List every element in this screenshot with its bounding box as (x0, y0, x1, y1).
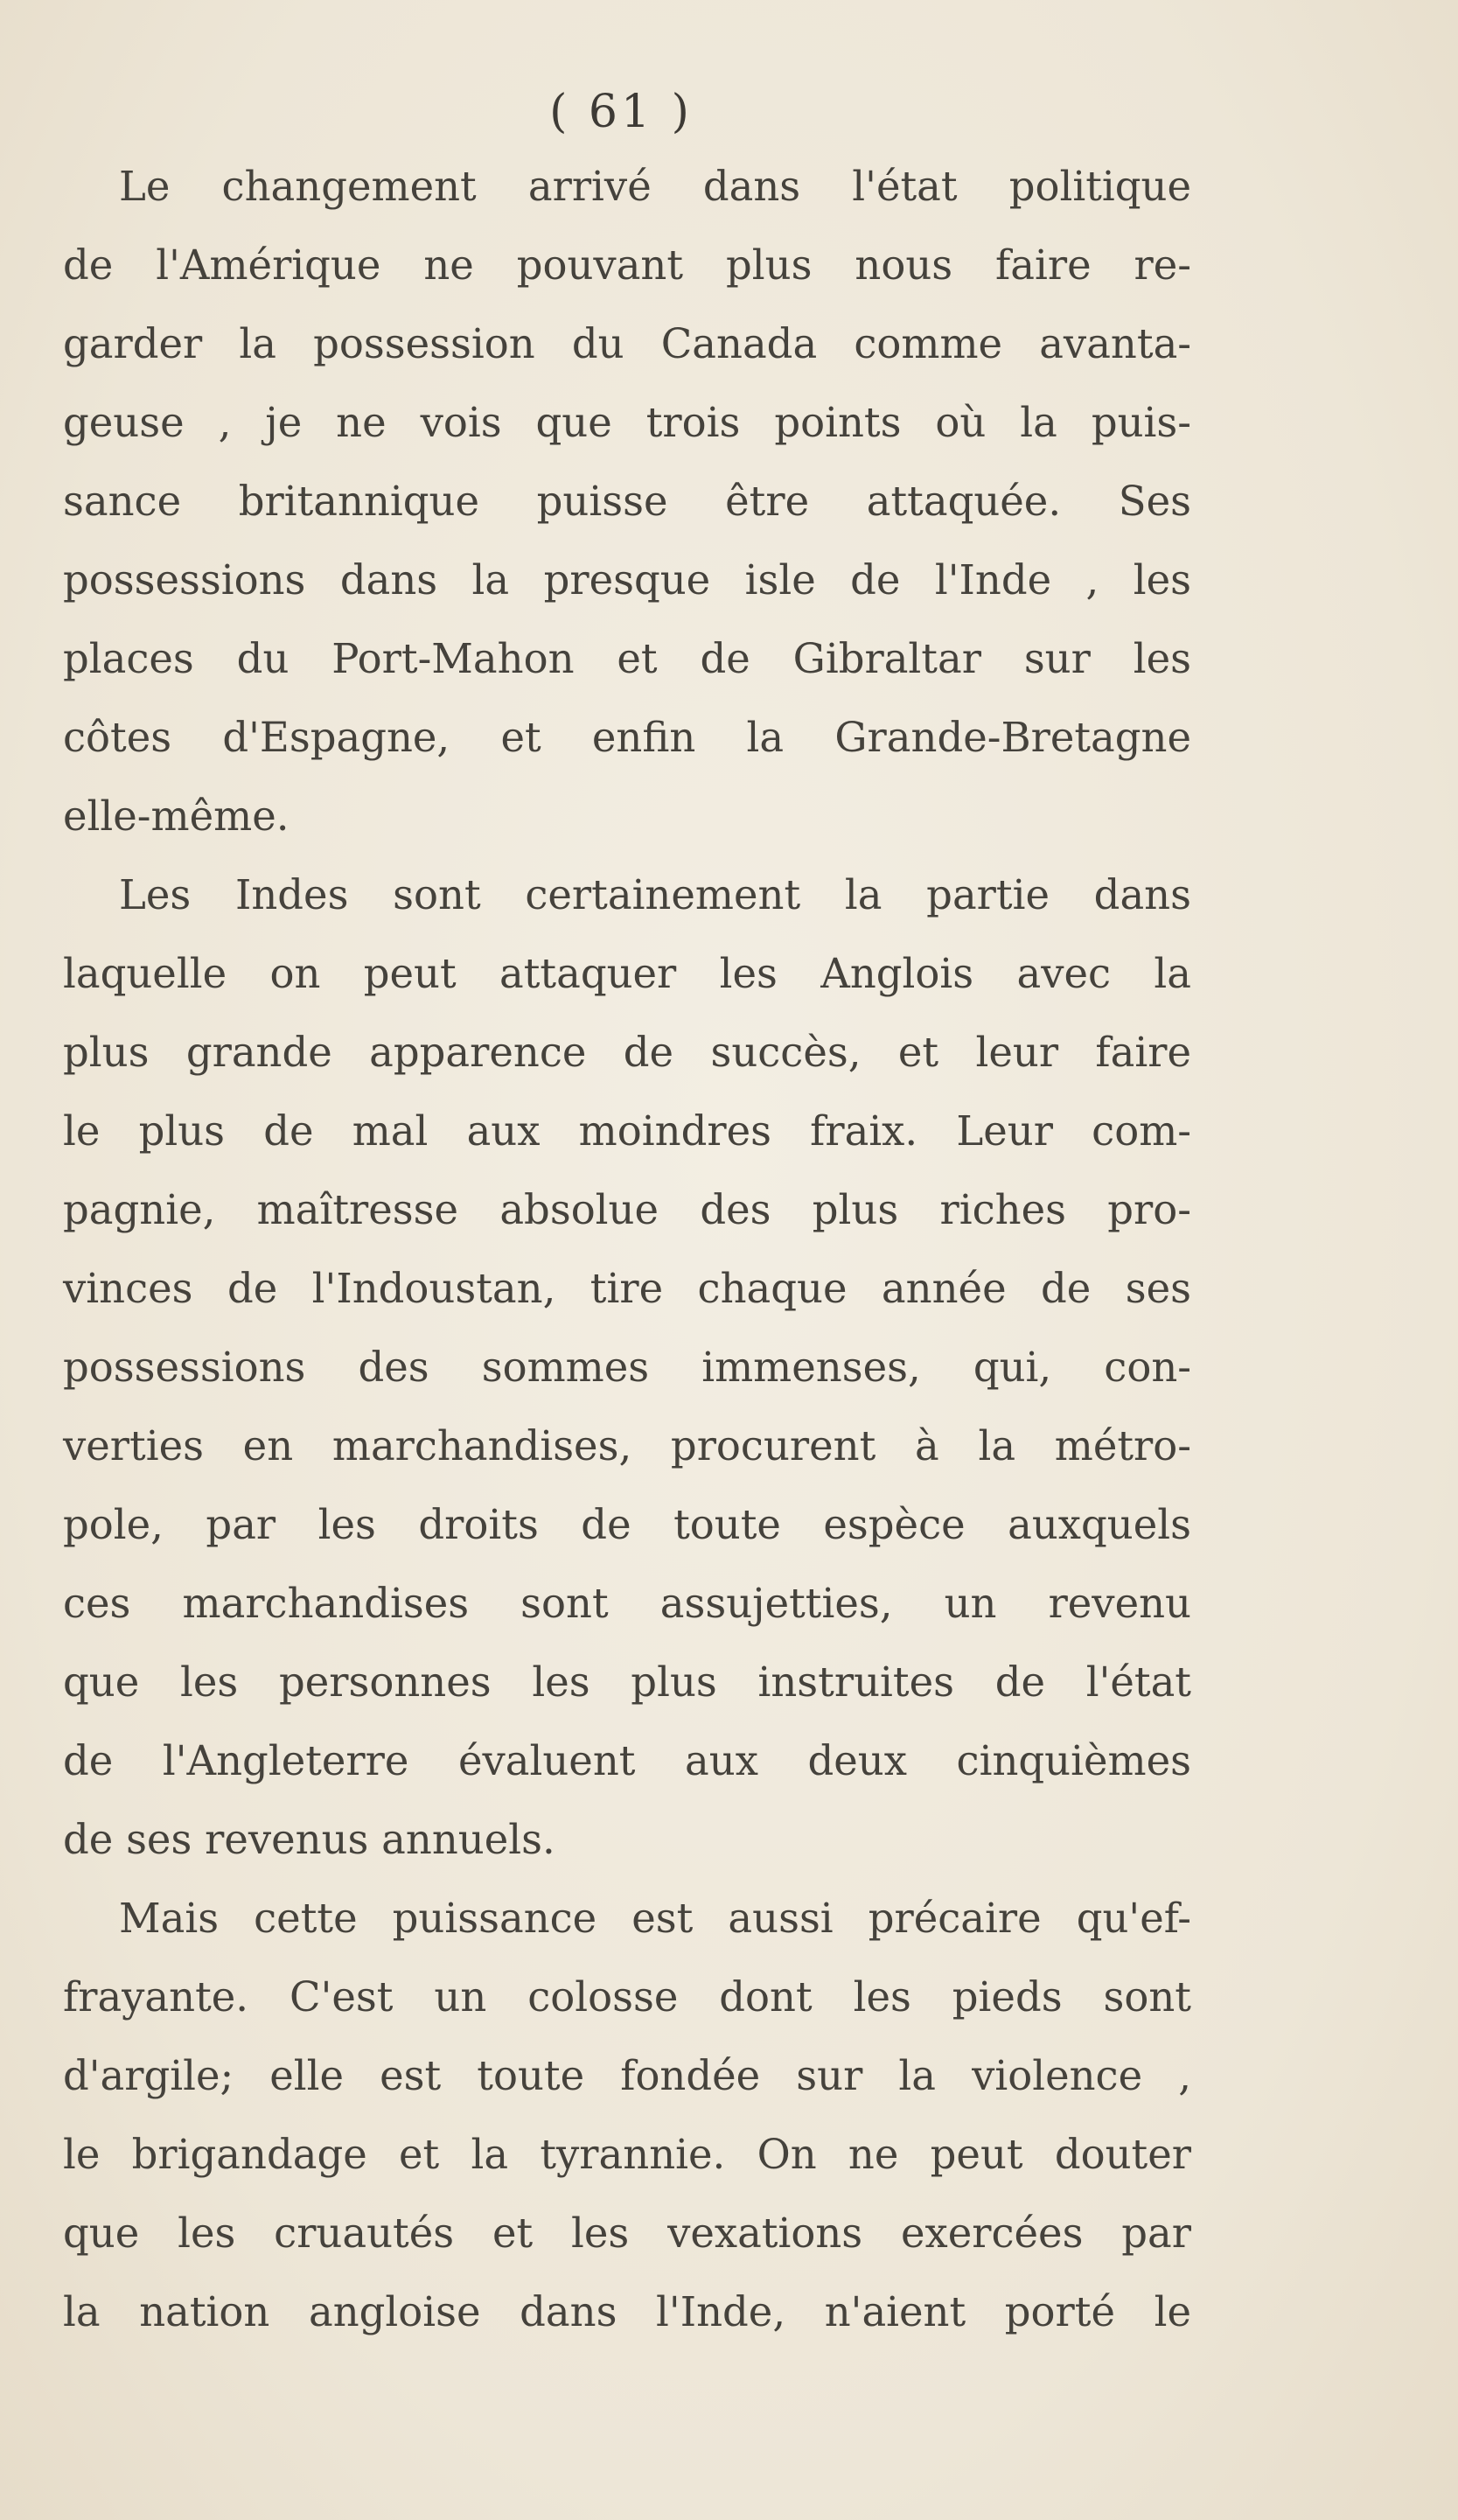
text-line: sance britannique puisse être attaquée. Ses (63, 478, 1191, 525)
text-line: laquelle on peut attaquer les Anglois avec la (63, 950, 1191, 997)
text-line: vinces de l'Indoustan, tire chaque année de ses (63, 1265, 1191, 1312)
text-line: de l'Amérique ne pouvant plus nous faire re- (63, 241, 1191, 289)
text-line: côtes d'Espagne, et enfin la Grande-Bretagne (63, 714, 1191, 761)
text-line: d'argile; elle est toute fondée sur la violence , (63, 2052, 1191, 2099)
text-line: possessions dans la presque isle de l'Inde , les (63, 556, 1191, 604)
text-line: que les cruautés et les vexations exercées par (63, 2209, 1191, 2257)
paragraph-1 (63, 147, 1191, 855)
text-line: Le changement arrivé dans l'état politique (119, 163, 1191, 210)
text-line: possessions des sommes immenses, qui, con- (63, 1344, 1191, 1391)
body-text (63, 147, 1191, 2351)
text-line: verties en marchandises, procurent à la métro- (63, 1422, 1191, 1469)
text-line: plus grande apparence de succès, et leur faire (63, 1029, 1191, 1076)
text-line: de l'Angleterre évaluent aux deux cinquièmes (63, 1737, 1191, 1784)
text-line: places du Port-Mahon et de Gibraltar sur les (63, 635, 1191, 682)
text-line: garder la possession du Canada comme avanta- (63, 320, 1191, 367)
text-line: que les personnes les plus instruites de l'état (63, 1658, 1191, 1706)
text-line: le plus de mal aux moindres fraix. Leur com- (63, 1107, 1191, 1155)
page-number: ( 61 ) (549, 86, 693, 138)
paragraph-3 (63, 1879, 1191, 2351)
text-line: frayante. C'est un colosse dont les pieds sont (63, 1973, 1191, 2021)
text-line: pagnie, maîtresse absolue des plus riches pro- (63, 1186, 1191, 1233)
text-line: elle-même. (63, 792, 290, 840)
text-line: Les Indes sont certainement la partie dans (119, 871, 1191, 918)
paragraph-2 (63, 855, 1191, 1879)
text-line: de ses revenus annuels. (63, 1816, 555, 1863)
text-line: ces marchandises sont assujetties, un revenu (63, 1580, 1191, 1627)
text-line: geuse , je ne vois que trois points où la puis- (63, 399, 1191, 446)
text-line: la nation angloise dans l'Inde, n'aient porté le (63, 2288, 1191, 2335)
text-line: Mais cette puissance est aussi précaire qu'ef- (119, 1895, 1191, 1942)
text-line: pole, par les droits de toute espèce auxquels (63, 1501, 1191, 1548)
text-line: le brigandage et la tyrannie. On ne peut douter (63, 2131, 1191, 2178)
